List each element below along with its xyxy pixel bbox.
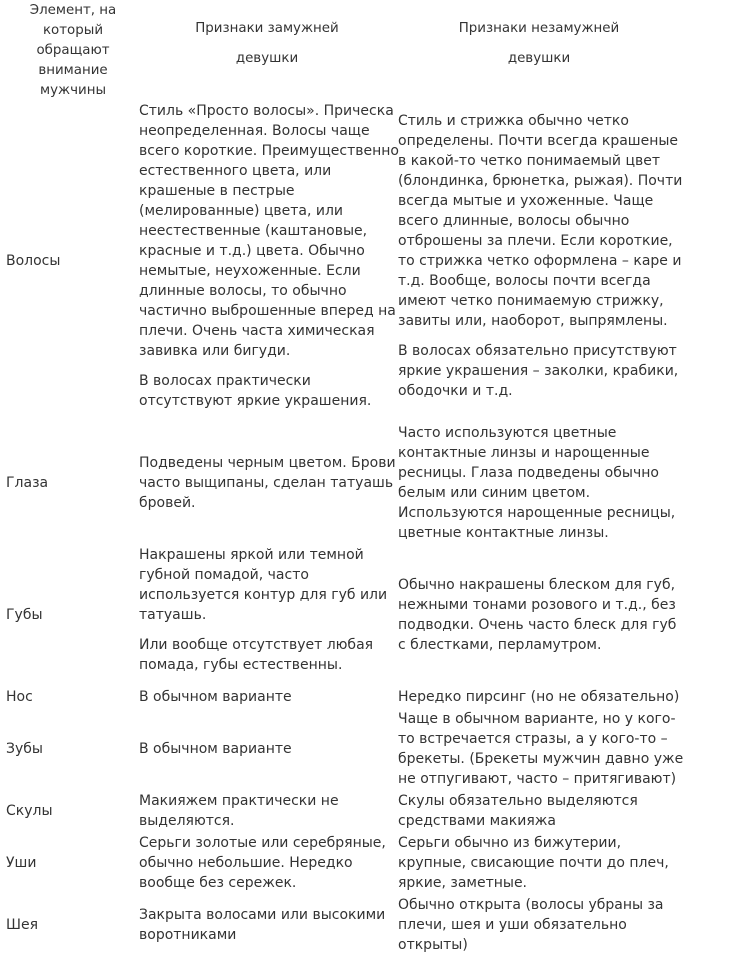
text-line: красные и т.д.) цвета. Обычно xyxy=(139,243,365,259)
header-line: обращают xyxy=(36,43,110,58)
eyes-unmarried xyxy=(398,423,675,543)
row-label-hair: Волосы xyxy=(6,253,61,269)
text-line: цветные контактные линзы. xyxy=(398,525,609,541)
text-line: Стиль и стрижка обычно четко xyxy=(398,113,629,129)
text-line: Или вообще отсутствует любая xyxy=(139,637,374,653)
text-line: завивка или бигуди. xyxy=(139,343,291,359)
lips-married-p1 xyxy=(139,545,387,625)
row-label-eyes: Глаза xyxy=(6,475,49,491)
neck-unmarried xyxy=(398,895,664,955)
text-line: завиты или, наоборот, выпрямлены. xyxy=(398,313,668,329)
cheekbones-married xyxy=(139,791,339,831)
hair-unmarried-p2 xyxy=(398,341,678,401)
text-line: татуашь. xyxy=(139,607,207,623)
text-line: яркие, заметные. xyxy=(398,875,528,891)
header-line: Признаки замужней xyxy=(195,21,339,36)
text-line: В волосах практически xyxy=(139,373,311,389)
row-label-ears: Уши xyxy=(6,855,37,871)
text-line: яркие украшения – заколки, крабики, xyxy=(398,363,679,379)
header-line: мужчины xyxy=(39,83,107,98)
text-line: Подведены черным цветом. Брови xyxy=(139,455,396,471)
hair-married-p1 xyxy=(139,101,399,361)
text-line: не отпугивают, часто – притягивают) xyxy=(398,771,677,787)
text-line: всего длинные, волосы обычно xyxy=(398,213,630,229)
text-line: Обычно открыта (волосы убраны за xyxy=(398,897,664,913)
text-line: длинные волосы, то обычно xyxy=(139,283,347,299)
text-line: Чаще в обычном варианте, но у кого- xyxy=(398,711,676,727)
row-label-lips: Губы xyxy=(6,607,43,623)
row-label-nose: Нос xyxy=(6,689,33,705)
lips-unmarried xyxy=(398,575,676,655)
hair-unmarried-p1 xyxy=(398,111,682,331)
text-line: Накрашены яркой или темной xyxy=(139,547,364,563)
row-label-cheekbones: Скулы xyxy=(6,803,53,819)
text-line: то встречается стразы, а у кого-то – xyxy=(398,731,668,747)
nose-unmarried xyxy=(398,687,679,707)
text-line: имеют четко понимаемую стрижку, xyxy=(398,293,664,309)
header-unmarried xyxy=(434,19,644,69)
header-line: внимание xyxy=(38,63,108,78)
text-line: ободочки и т.д. xyxy=(398,383,513,399)
text-line: помада, губы естественны. xyxy=(139,657,343,673)
header-line: который xyxy=(42,23,104,38)
text-line: Серьги обычно из бижутерии, xyxy=(398,835,622,851)
text-line: плечи, шея и уши обязательно xyxy=(398,917,627,933)
text-line: естественного цвета, или xyxy=(139,163,332,179)
text-line: используется контур для губ или xyxy=(139,587,388,603)
row-label-neck: Шея xyxy=(6,917,39,933)
text-line: определены. Почти всегда крашеные xyxy=(398,133,679,149)
text-line: отсутствуют яркие украшения. xyxy=(139,393,372,409)
header-line: девушки xyxy=(507,51,571,66)
lips-married-p2 xyxy=(139,635,373,675)
text-line: Макияжем практически не xyxy=(139,793,339,809)
text-line: всего короткие. Преимущественно xyxy=(139,143,399,159)
neck-married xyxy=(139,905,385,945)
text-line: то стрижка четко оформлена – каре и xyxy=(398,253,682,269)
ears-unmarried xyxy=(398,833,669,893)
text-line: крупные, свисающие почти до плеч, xyxy=(398,855,669,871)
text-line: средствами макияжа xyxy=(398,813,556,829)
text-line: обычно небольшие. Нередко xyxy=(139,855,353,871)
text-line: т.д. Вообще, волосы почти всегда xyxy=(398,273,651,289)
teeth-married xyxy=(139,739,292,759)
text-line: с блестками, перламутром. xyxy=(398,637,602,653)
header-married xyxy=(172,19,362,69)
text-line: белым или синим цветом. xyxy=(398,485,591,501)
text-line: Серьги золотые или серебряные, xyxy=(139,835,386,851)
text-line: Скулы обязательно выделяются xyxy=(398,793,638,809)
header-element xyxy=(22,1,124,101)
text-line: брекеты. (Брекеты мужчин давно уже xyxy=(398,751,684,767)
text-line: подводки. Очень часто блеск для губ xyxy=(398,617,677,633)
text-line: воротниками xyxy=(139,927,237,943)
text-line: ресницы. Глаза подведены обычно xyxy=(398,465,659,481)
text-line: неопределенная. Волосы чаще xyxy=(139,123,370,139)
text-line: В обычном варианте xyxy=(139,689,292,705)
text-line: Стиль «Просто волосы». Прическа xyxy=(139,103,394,119)
row-label-teeth: Зубы xyxy=(6,741,43,757)
text-line: (блондинка, брюнетка, рыжая). Почти xyxy=(398,173,683,189)
text-line: часто выщипаны, сделан татуашь xyxy=(139,475,394,491)
text-line: Часто используются цветные xyxy=(398,425,617,441)
nose-married xyxy=(139,687,292,707)
text-line: вообще без сережек. xyxy=(139,875,297,891)
text-line: неестественные (каштановые, xyxy=(139,223,368,239)
header-line: Элемент, на xyxy=(29,3,117,18)
eyes-married xyxy=(139,453,396,513)
ears-married xyxy=(139,833,386,893)
text-line: Закрыта волосами или высокими xyxy=(139,907,386,923)
text-line: бровей. xyxy=(139,495,196,511)
text-line: Обычно накрашены блеском для губ, xyxy=(398,577,676,593)
header-line: девушки xyxy=(235,51,299,66)
hair-married-p2 xyxy=(139,371,371,411)
text-line: Используются нарощенные ресницы, xyxy=(398,505,676,521)
text-line: Нередко пирсинг (но не обязательно) xyxy=(398,689,680,705)
text-line: открыты) xyxy=(398,937,468,953)
text-line: немытые, неухоженные. Если xyxy=(139,263,361,279)
text-line: плечи. Очень часта химическая xyxy=(139,323,375,339)
text-line: в какой-то четко понимаемый цвет xyxy=(398,153,661,169)
text-line: крашеные в пестрые xyxy=(139,183,295,199)
teeth-unmarried xyxy=(398,709,683,789)
text-line: губной помадой, часто xyxy=(139,567,309,583)
header-line: Признаки незамужней xyxy=(458,21,620,36)
text-line: выделяются. xyxy=(139,813,235,829)
text-line: В обычном варианте xyxy=(139,741,292,757)
text-line: отброшены за плечи. Если короткие, xyxy=(398,233,673,249)
cheekbones-unmarried xyxy=(398,791,638,831)
text-line: нежными тонами розового и т.д., без xyxy=(398,597,676,613)
text-line: (мелированные) цвета, или xyxy=(139,203,344,219)
text-line: частично выброшенные вперед на xyxy=(139,303,396,319)
text-line: контактные линзы и нарощенные xyxy=(398,445,650,461)
text-line: всегда мытые и ухоженные. Чаще xyxy=(398,193,654,209)
text-line: В волосах обязательно присутствуют xyxy=(398,343,677,359)
